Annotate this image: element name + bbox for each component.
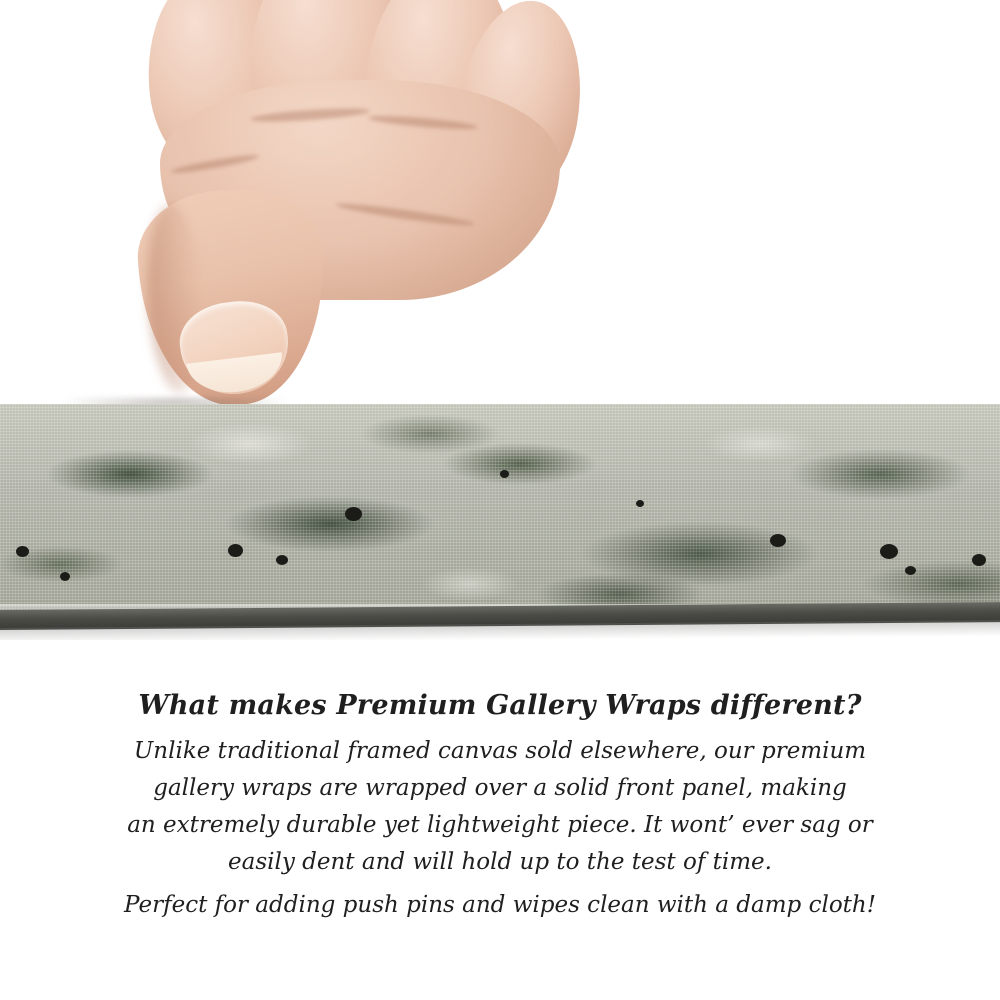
caption-block — [0, 690, 1000, 924]
caption-closing-line: Perfect for adding push pins and wipes clean with a damp cloth! — [124, 892, 876, 918]
paint-speck — [345, 507, 362, 521]
caption-line-1: Unlike traditional framed canvas sold elsewhere, our premium — [133, 738, 867, 764]
paint-speck — [636, 500, 644, 507]
hand-pressing-finger — [130, 0, 570, 430]
caption-line-2: gallery wraps are wrapped over a solid front panel, making — [153, 775, 847, 801]
index-finger — [135, 185, 331, 409]
paint-speck — [880, 544, 898, 559]
canvas-weave-texture — [0, 404, 1000, 612]
paint-speck — [500, 470, 509, 478]
paint-speck — [905, 566, 916, 575]
paint-speck — [60, 572, 70, 581]
paint-speck — [276, 555, 288, 565]
paint-speck — [228, 544, 243, 557]
caption-line-3: an extremely durable yet lightweight piece. It wont’ ever sag or — [127, 812, 873, 838]
caption-line-4: easily dent and will hold up to the test of time. — [228, 849, 772, 875]
paint-speck — [972, 554, 986, 566]
paint-speck — [770, 534, 786, 547]
canvas-printed-face — [0, 404, 1000, 612]
premium-gallery-wrap-edge — [0, 404, 1000, 636]
paint-speck — [16, 546, 29, 557]
caption-title: What makes Premium Gallery Wraps different? — [138, 690, 862, 721]
